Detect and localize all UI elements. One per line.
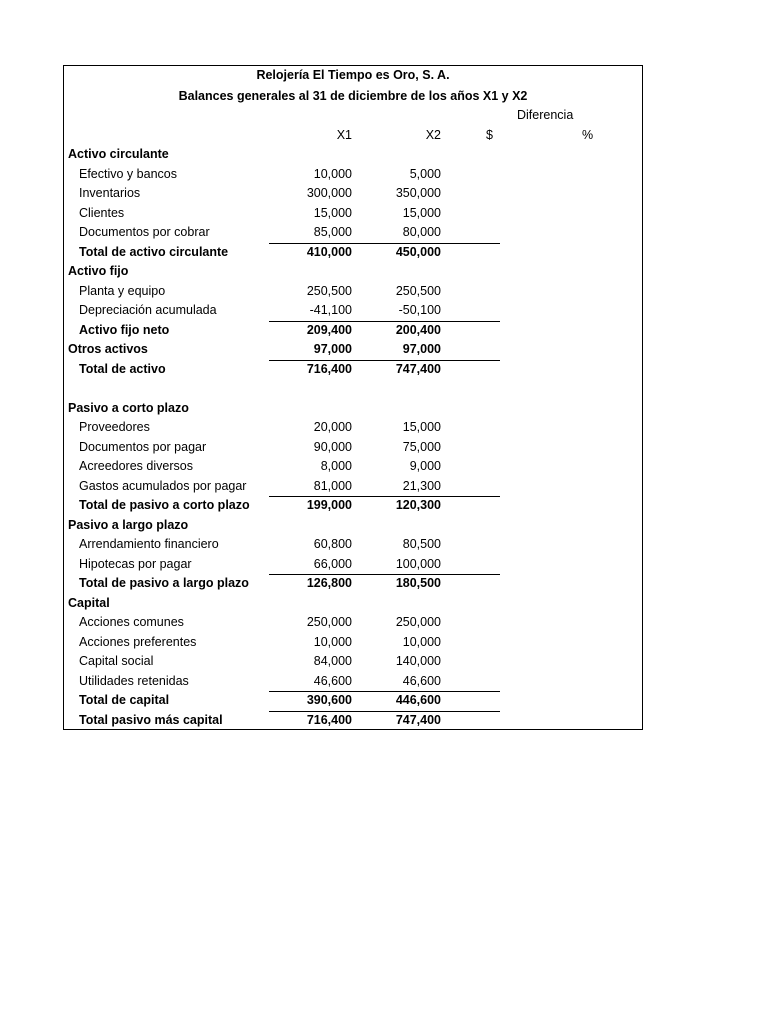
row-label: Pasivo a corto plazo <box>68 400 189 415</box>
row-label: Pasivo a largo plazo <box>68 517 189 532</box>
x2-value: 80,000 <box>402 225 441 239</box>
x2-value: 120,300 <box>395 498 441 512</box>
percent-column-header: % <box>582 128 594 142</box>
x1-value: 390,600 <box>306 693 352 707</box>
x2-value: 15,000 <box>402 420 441 434</box>
x1-value: -41,100 <box>309 303 352 317</box>
x2-value: 21,300 <box>402 478 441 493</box>
row-label: Total pasivo más capital <box>79 712 223 727</box>
diferencia-header: Diferencia <box>517 108 574 122</box>
x2-value: 140,000 <box>395 654 441 668</box>
table-body <box>64 145 642 730</box>
x2-value: -50,100 <box>398 303 441 317</box>
x2-value: 10,000 <box>402 634 441 649</box>
statement-subtitle: Balances generales al 31 de diciembre de los años X1 y X2 <box>178 89 528 103</box>
x2-value: 250,000 <box>395 615 441 629</box>
x2-value: 446,600 <box>395 693 441 707</box>
x1-value: 97,000 <box>313 342 352 356</box>
row-label: Total de pasivo a corto plazo <box>79 498 250 512</box>
x2-column-header: X2 <box>425 128 441 142</box>
dollar-column-header: $ <box>486 128 493 142</box>
table-row <box>64 165 642 185</box>
x1-value: 85,000 <box>313 225 352 239</box>
table-row <box>64 360 642 380</box>
row-label: Acciones preferentes <box>79 634 197 649</box>
row-label: Total de activo circulante <box>79 244 229 259</box>
table-row <box>64 555 642 575</box>
table-row <box>64 516 642 536</box>
x1-value: 209,400 <box>306 322 352 337</box>
x2-value: 46,600 <box>402 673 441 688</box>
row-label: Activo fijo neto <box>79 322 170 337</box>
x1-value: 15,000 <box>313 205 352 220</box>
x1-value: 410,000 <box>306 244 352 259</box>
balance-sheet-table <box>63 65 643 730</box>
table-row-blank <box>64 379 642 399</box>
row-label: Documentos por pagar <box>79 439 207 454</box>
table-row <box>64 184 642 204</box>
x2-value: 9,000 <box>409 459 441 473</box>
table-row <box>64 399 642 419</box>
x2-value: 80,500 <box>402 537 441 551</box>
table-row <box>64 262 642 282</box>
x1-value: 250,000 <box>306 615 352 629</box>
row-label: Planta y equipo <box>79 283 166 298</box>
x1-value: 60,800 <box>313 537 352 551</box>
table-row <box>64 204 642 224</box>
table-row <box>64 633 642 653</box>
x1-value: 199,000 <box>306 498 352 512</box>
x1-value: 84,000 <box>313 654 352 668</box>
x1-value: 10,000 <box>313 166 352 181</box>
x2-value: 250,500 <box>395 283 441 298</box>
table-row <box>64 652 642 672</box>
row-label: Acciones comunes <box>79 615 184 629</box>
table-row <box>64 594 642 614</box>
x1-column-header: X1 <box>336 128 352 142</box>
table-row <box>64 223 642 243</box>
row-label: Hipotecas por pagar <box>79 556 192 571</box>
x1-value: 10,000 <box>313 634 352 649</box>
row-label: Gastos acumulados por pagar <box>79 478 247 493</box>
x1-value: 90,000 <box>313 439 352 454</box>
row-label: Total de capital <box>79 693 170 707</box>
row-label: Inventarios <box>79 186 141 200</box>
table-row <box>64 301 642 321</box>
x2-value: 15,000 <box>402 205 441 220</box>
row-label: Activo fijo <box>68 264 129 278</box>
x1-value: 250,500 <box>306 283 352 298</box>
x2-value: 450,000 <box>395 244 441 259</box>
table-row <box>64 321 642 341</box>
table-row <box>64 145 642 165</box>
row-label: Activo circulante <box>68 147 169 161</box>
x1-value: 716,400 <box>306 712 352 727</box>
row-label: Clientes <box>79 205 125 220</box>
x1-value: 20,000 <box>313 420 352 434</box>
table-row <box>64 418 642 438</box>
table-row <box>64 243 642 263</box>
row-label: Utilidades retenidas <box>79 673 189 688</box>
row-label: Efectivo y bancos <box>79 166 177 181</box>
x2-value: 200,400 <box>395 322 441 337</box>
table-row <box>64 496 642 516</box>
row-label: Otros activos <box>68 342 148 356</box>
x2-value: 350,000 <box>395 186 441 200</box>
row-label: Acreedores diversos <box>79 459 193 473</box>
x1-value: 8,000 <box>320 459 352 473</box>
table-row <box>64 457 642 477</box>
table-row <box>64 438 642 458</box>
x2-value: 75,000 <box>402 439 441 454</box>
table-row <box>64 340 642 360</box>
row-label: Total de activo <box>79 361 166 376</box>
table-row <box>64 535 642 555</box>
row-label: Depreciación acumulada <box>79 303 217 317</box>
x2-value: 747,400 <box>395 361 441 376</box>
table-row <box>64 672 642 692</box>
x1-value: 66,000 <box>313 556 352 571</box>
x2-value: 5,000 <box>409 166 441 181</box>
row-label: Documentos por cobrar <box>79 225 210 239</box>
x1-value: 81,000 <box>313 478 352 493</box>
x2-value: 97,000 <box>402 342 441 356</box>
table-row <box>64 711 642 731</box>
x1-value: 300,000 <box>306 186 352 200</box>
row-label: Proveedores <box>79 420 150 434</box>
table-row <box>64 691 642 711</box>
row-label: Capital social <box>79 654 154 668</box>
row-label: Arrendamiento financiero <box>79 537 219 551</box>
x1-value: 46,600 <box>313 673 352 688</box>
x1-value: 126,800 <box>306 576 352 590</box>
table-row <box>64 477 642 497</box>
x1-value: 716,400 <box>306 361 352 376</box>
table-row <box>64 574 642 594</box>
table-row <box>64 282 642 302</box>
company-title: Relojería El Tiempo es Oro, S. A. <box>256 68 450 82</box>
row-label: Capital <box>68 595 110 610</box>
row-label: Total de pasivo a largo plazo <box>79 576 249 590</box>
x2-value: 180,500 <box>395 576 441 590</box>
table-row <box>64 613 642 633</box>
x2-value: 100,000 <box>395 556 441 571</box>
x2-value: 747,400 <box>395 712 441 727</box>
